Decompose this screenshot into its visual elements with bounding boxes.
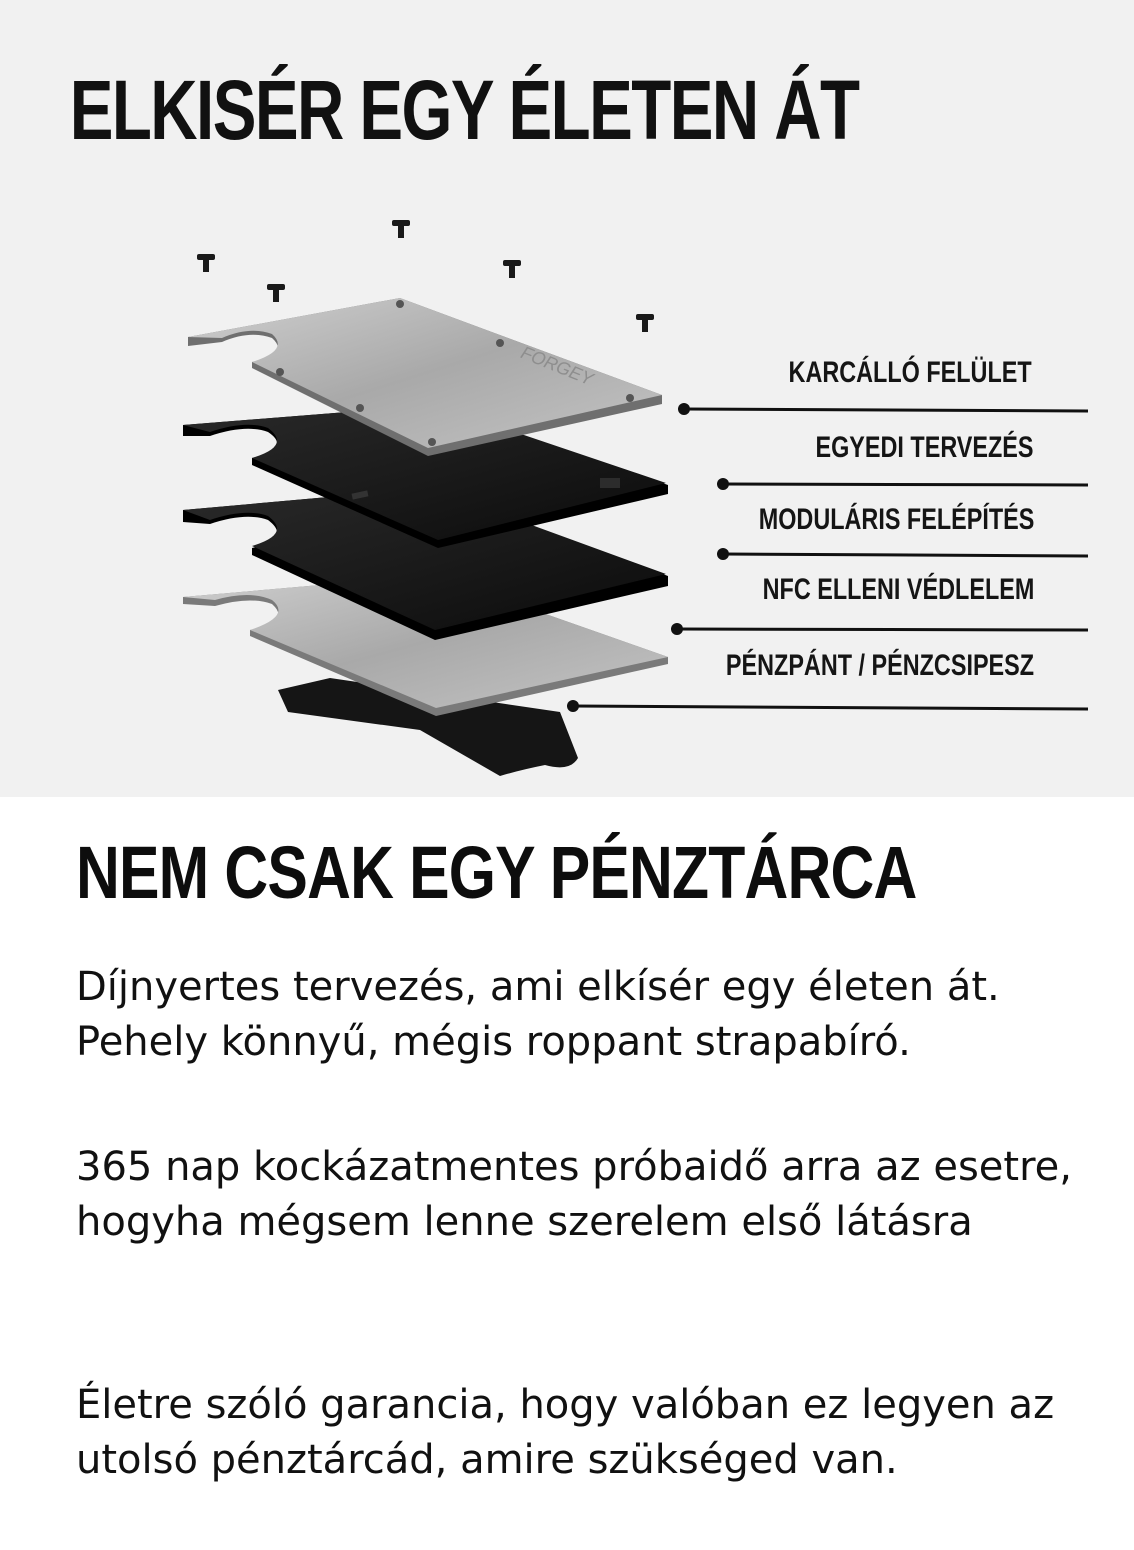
screw-icon: [503, 260, 521, 278]
feature-label-nfc-protection: NFC ELLENI VÉDLELEM: [762, 573, 1034, 606]
screw-icon: [267, 284, 285, 302]
hero-title: ELKISÉR EGY ÉLETEN ÁT: [69, 63, 859, 157]
paragraph-warranty: Életre szóló garancia, hogy valóban ez legyen az utolsó pénztárcád, amire szükséged van.: [76, 1382, 1055, 1483]
feature-label-scratch-resistant: KARCÁLLÓ FELÜLET: [788, 356, 1032, 389]
feature-label-money-clip: PÉNZPÁNT / PÉNZCSIPESZ: [725, 649, 1034, 682]
section-heading: NEM CSAK EGY PÉNZTÁRCA: [76, 831, 917, 914]
screw-icon: [197, 254, 215, 272]
screw-icon: [636, 314, 654, 332]
feature-label-modular-build: MODULÁRIS FELÉPÍTÉS: [758, 503, 1034, 536]
brand-engraving: FORGEY: [518, 342, 597, 390]
paragraph-design: Díjnyertes tervezés, ami elkísér egy életen át. Pehely könnyű, mégis roppant strapabíró.: [76, 964, 1000, 1065]
paragraph-trial: 365 nap kockázatmentes próbaidő arra az esetre, hogyha mégsem lenne szerelem első látásra: [76, 1144, 1072, 1245]
screw-icon: [392, 220, 410, 238]
feature-label-unique-design: EGYEDI TERVEZÉS: [815, 431, 1034, 464]
